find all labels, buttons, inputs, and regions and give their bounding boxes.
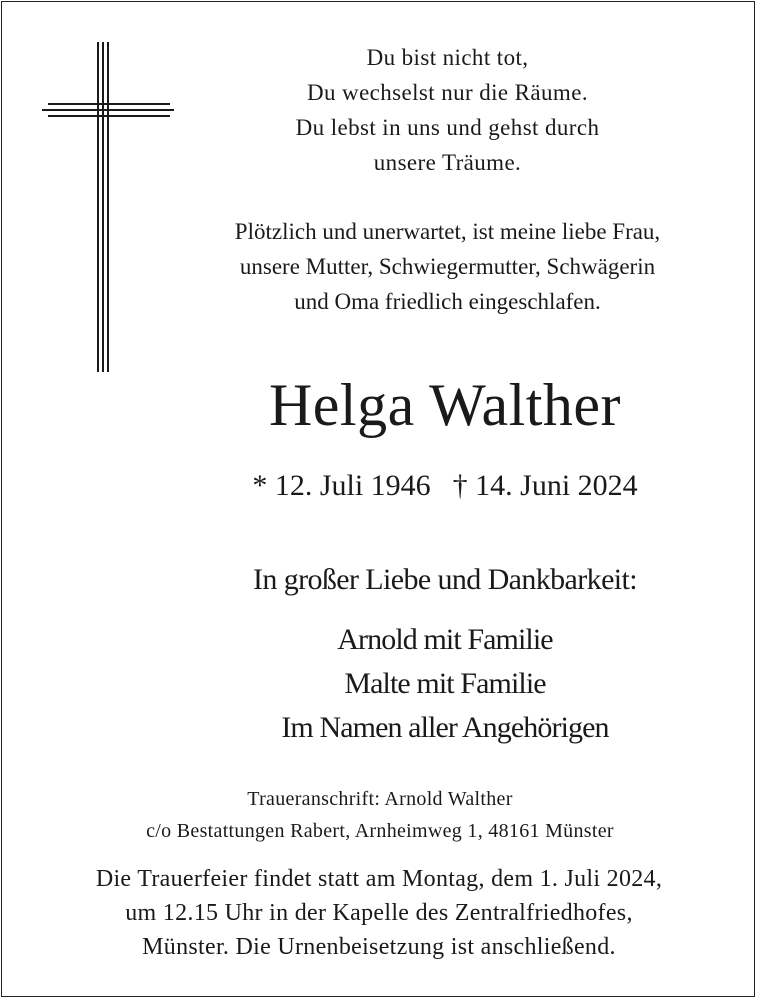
mourner: Im Namen aller Angehörigen [281, 711, 609, 744]
funeral-line: Die Trauerfeier findet statt am Montag, dem 1. Juli 2024, [95, 866, 663, 892]
announcement-text [170, 214, 725, 319]
poem [200, 40, 695, 180]
poem-line: Du bist nicht tot, [366, 45, 529, 70]
mourning-address [60, 783, 700, 847]
poem-line: unsere Träume. [373, 150, 522, 175]
mourner: Malte mit Familie [344, 667, 546, 700]
funeral-line: um 12.15 Uhr in der Kapelle des Zentralfriedhofes, [125, 900, 633, 926]
announcement-line: unsere Mutter, Schwiegermutter, Schwägerin [239, 254, 656, 279]
birth-date: * 12. Juli 1946 [252, 469, 431, 502]
deceased-name: Helga Walther [268, 372, 622, 438]
announcement-line: und Oma friedlich eingeschlafen. [294, 289, 601, 314]
cross-icon [40, 42, 176, 372]
address-line: Traueranschrift: Arnold Walther [247, 788, 513, 810]
life-dates [180, 466, 710, 506]
address-line: c/o Bestattungen Rabert, Arnheimweg 1, 48161 Münster [146, 820, 614, 842]
funeral-line: Münster. Die Urnenbeisetzung ist anschließend. [142, 934, 616, 960]
dedication: In großer Liebe und Dankbarkeit: [253, 563, 637, 596]
mourners-list [180, 618, 710, 750]
mourner: Arnold mit Familie [337, 623, 553, 656]
poem-line: Du lebst in uns und gehst durch [295, 115, 600, 140]
death-date: † 14. Juni 2024 [452, 469, 638, 502]
funeral-details [20, 862, 738, 964]
announcement-line: Plötzlich und unerwartet, ist meine liebe Frau, [234, 219, 661, 244]
poem-line: Du wechselst nur die Räume. [307, 80, 588, 105]
